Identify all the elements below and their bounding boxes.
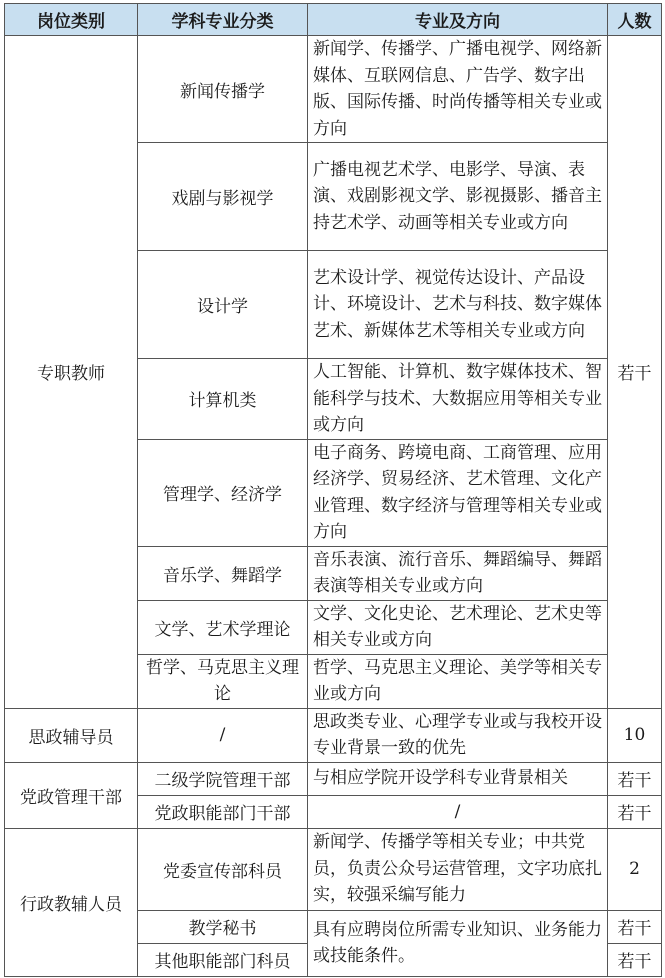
table-row xyxy=(5,828,662,910)
direction-cell: 新闻学、传播学等相关专业；中共党员，负责公众号运营管理，文字功底扎实，较强采编写能力 xyxy=(308,828,608,910)
header-position-category: 岗位类别 xyxy=(5,4,138,36)
headcount-cell: 若干 xyxy=(608,910,662,943)
direction-cell: 文学、文化史论、艺术理论、艺术史等相关专业或方向 xyxy=(308,600,608,654)
subject-cell: 哲学、马克思主义理论 xyxy=(138,654,308,708)
headcount-cell: 若干 xyxy=(608,795,662,828)
headcount-cell: 若干 xyxy=(608,762,662,795)
direction-cell: 新闻学、传播学、广播电视学、网络新媒体、互联网信息、广告学、数字出版、国际传播、时尚传播等相关专业或方向 xyxy=(308,36,608,143)
table-row xyxy=(5,708,662,762)
headcount-cell: 10 xyxy=(608,708,662,762)
category-cell: 思政辅导员 xyxy=(5,708,138,762)
table-row xyxy=(5,762,662,795)
direction-cell: / xyxy=(308,795,608,828)
headcount-cell: 若干 xyxy=(608,36,662,709)
headcount-cell: 若干 xyxy=(608,943,662,976)
subject-cell: 戏剧与影视学 xyxy=(138,143,308,251)
subject-cell: 管理学、经济学 xyxy=(138,439,308,546)
subject-cell: 其他职能部门科员 xyxy=(138,943,308,976)
table-header-row xyxy=(5,4,662,36)
category-cell: 党政管理干部 xyxy=(5,762,138,828)
direction-cell: 与相应学院开设学科专业背景相关 xyxy=(308,762,608,795)
subject-cell: 新闻传播学 xyxy=(138,36,308,143)
header-subject-category: 学科专业分类 xyxy=(138,4,308,36)
headcount-cell: 2 xyxy=(608,828,662,910)
subject-cell: 文学、艺术学理论 xyxy=(138,600,308,654)
category-cell: 行政教辅人员 xyxy=(5,828,138,976)
subject-cell: / xyxy=(138,708,308,762)
direction-cell: 广播电视艺术学、电影学、导演、表演、戏剧影视文学、影视摄影、播音主持艺术学、动画等相关专业或方向 xyxy=(308,143,608,251)
subject-cell: 二级学院管理干部 xyxy=(138,762,308,795)
direction-cell: 电子商务、跨境电商、工商管理、应用经济学、贸易经济、艺术管理、文化产业管理、数字经济与管理等相关专业或方向 xyxy=(308,439,608,546)
subject-cell: 设计学 xyxy=(138,251,308,359)
subject-cell: 党委宣传部科员 xyxy=(138,828,308,910)
category-cell: 专职教师 xyxy=(5,36,138,709)
subject-cell: 音乐学、舞蹈学 xyxy=(138,546,308,600)
direction-cell: 哲学、马克思主义理论、美学等相关专业或方向 xyxy=(308,654,608,708)
recruitment-table-wrapper xyxy=(4,3,661,977)
subject-cell: 计算机类 xyxy=(138,359,308,440)
direction-cell: 思政类专业、心理学专业或与我校开设专业背景一致的优先 xyxy=(308,708,608,762)
recruitment-table xyxy=(4,3,662,977)
header-major-direction: 专业及方向 xyxy=(308,4,608,36)
direction-cell: 人工智能、计算机、数字媒体技术、智能科学与技术、大数据应用等相关专业或方向 xyxy=(308,359,608,440)
table-row xyxy=(5,36,662,143)
header-headcount: 人数 xyxy=(608,4,662,36)
direction-cell: 具有应聘岗位所需专业知识、业务能力或技能条件。 xyxy=(308,910,608,976)
subject-cell: 党政职能部门干部 xyxy=(138,795,308,828)
subject-cell: 教学秘书 xyxy=(138,910,308,943)
direction-cell: 艺术设计学、视觉传达设计、产品设计、环境设计、艺术与科技、数字媒体艺术、新媒体艺术等相关专业或方向 xyxy=(308,251,608,359)
direction-cell: 音乐表演、流行音乐、舞蹈编导、舞蹈表演等相关专业或方向 xyxy=(308,546,608,600)
